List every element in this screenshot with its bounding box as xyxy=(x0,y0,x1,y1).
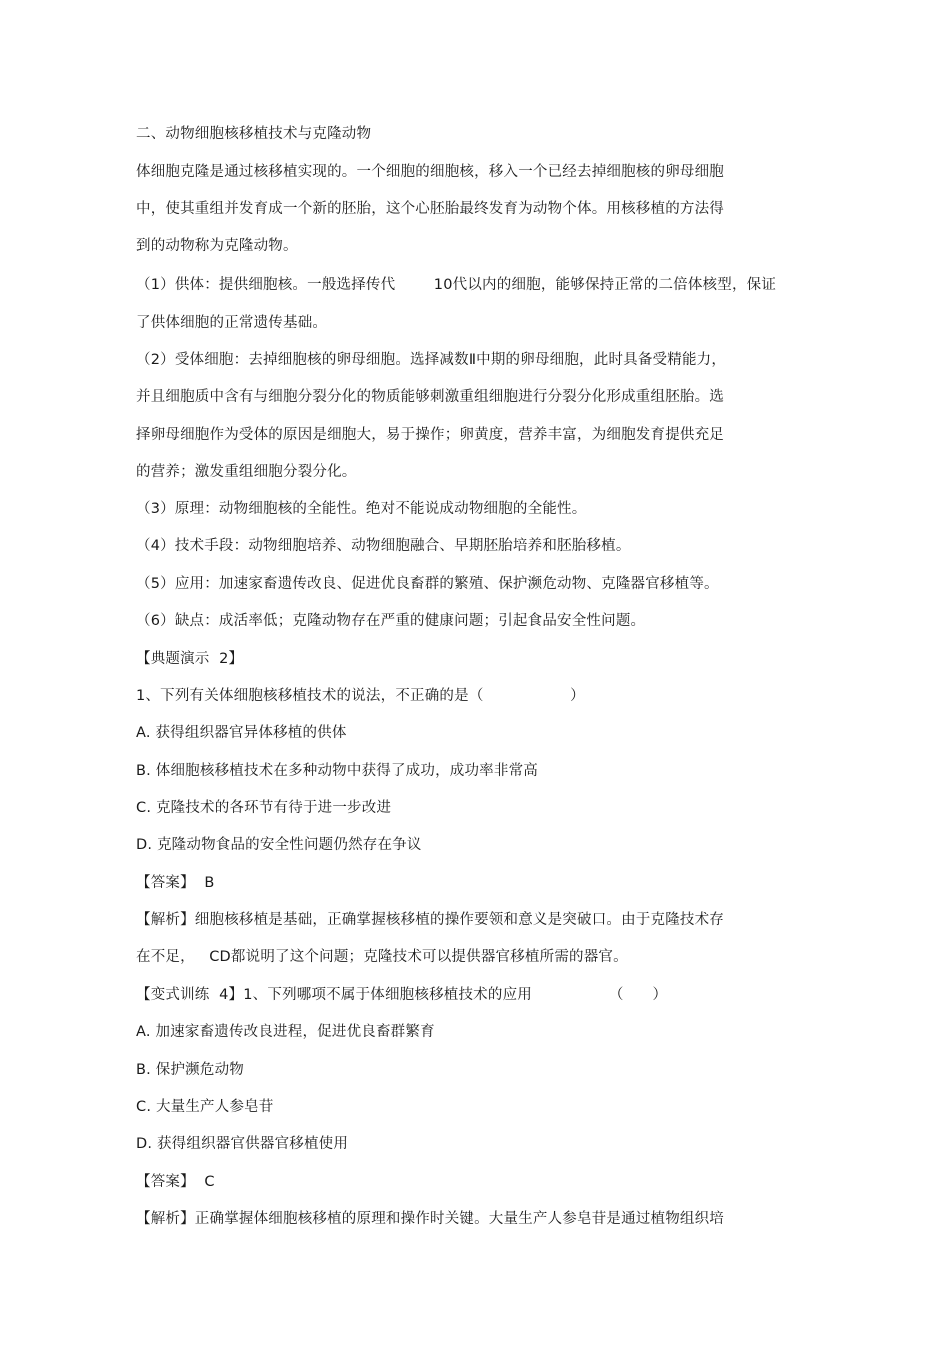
intro-line: 到的动物称为克隆动物。 xyxy=(136,238,298,254)
answer-line: 【答案】 B xyxy=(136,875,215,891)
analysis-line: 在不足， CD都说明了这个问题；克隆技术可以提供器官移植所需的器官。 xyxy=(136,949,628,965)
donor-line: 了供体细胞的正常遗传基础。 xyxy=(136,315,328,331)
option-d: D. 克隆动物食品的安全性问题仍然存在争议 xyxy=(136,837,422,853)
technique-line: （4）技术手段：动物细胞培养、动物细胞融合、早期胚胎培养和胚胎移植。 xyxy=(136,538,631,554)
principle-line: （3）原理：动物细胞核的全能性。绝对不能说成动物细胞的全能性。 xyxy=(136,501,587,517)
option-c: C. 克隆技术的各环节有待于进一步改进 xyxy=(136,800,392,816)
option-b: B. 体细胞核移植技术在多种动物中获得了成功，成功率非常高 xyxy=(136,763,538,779)
intro-line: 体细胞克隆是通过核移植实现的。一个细胞的细胞核，移入一个已经去掉细胞核的卵母细胞 xyxy=(136,164,724,180)
option-c: C. 大量生产人参皂苷 xyxy=(136,1099,274,1115)
recipient-line: 择卵母细胞作为受体的原因是细胞大，易于操作；卵黄度，营养丰富，为细胞发育提供充足 xyxy=(136,427,724,443)
application-line: （5）应用：加速家畜遗传改良、促进优良畜群的繁殖、保护濒危动物、克隆器官移植等。 xyxy=(136,576,719,592)
donor-line: （1）供体：提供细胞核。一般选择传代 10代以内的细胞，能够保持正常的二倍体核型，保证 xyxy=(136,277,777,293)
recipient-line: 并且细胞质中含有与细胞分裂分化的物质能够刺激重组细胞进行分裂分化形成重组胚胎。选 xyxy=(136,389,724,405)
question-stem: 【变式训练 4】1、下列哪项不属于体细胞核移植技术的应用 （ ） xyxy=(136,987,668,1003)
option-a: A. 获得组织器官异体移植的供体 xyxy=(136,725,347,741)
question-stem: 1、下列有关体细胞核移植技术的说法，不正确的是（ ） xyxy=(136,688,585,704)
example-heading: 【典题演示 2】 xyxy=(136,651,244,667)
section-title: 二、动物细胞核移植技术与克隆动物 xyxy=(136,126,372,142)
shortcoming-line: （6）缺点：成活率低；克隆动物存在严重的健康问题；引起食品安全性问题。 xyxy=(136,613,646,629)
intro-line: 中，使其重组并发育成一个新的胚胎，这个心胚胎最终发育为动物个体。用核移植的方法得 xyxy=(136,201,724,217)
recipient-line: （2）受体细胞：去掉细胞核的卵母细胞。选择减数Ⅱ中期的卵母细胞，此时具备受精能力， xyxy=(136,352,727,368)
recipient-line: 的营养；激发重组细胞分裂分化。 xyxy=(136,464,357,480)
analysis-line: 【解析】细胞核移植是基础，正确掌握核移植的操作要领和意义是突破口。由于克隆技术存 xyxy=(136,912,724,928)
analysis-line: 【解析】正确掌握体细胞核移植的原理和操作时关键。大量生产人参皂苷是通过植物组织培 xyxy=(136,1211,724,1227)
answer-line: 【答案】 C xyxy=(136,1174,215,1190)
option-d: D. 获得组织器官供器官移植使用 xyxy=(136,1136,349,1152)
option-b: B. 保护濒危动物 xyxy=(136,1062,244,1078)
option-a: A. 加速家畜遗传改良进程，促进优良畜群繁育 xyxy=(136,1024,435,1040)
